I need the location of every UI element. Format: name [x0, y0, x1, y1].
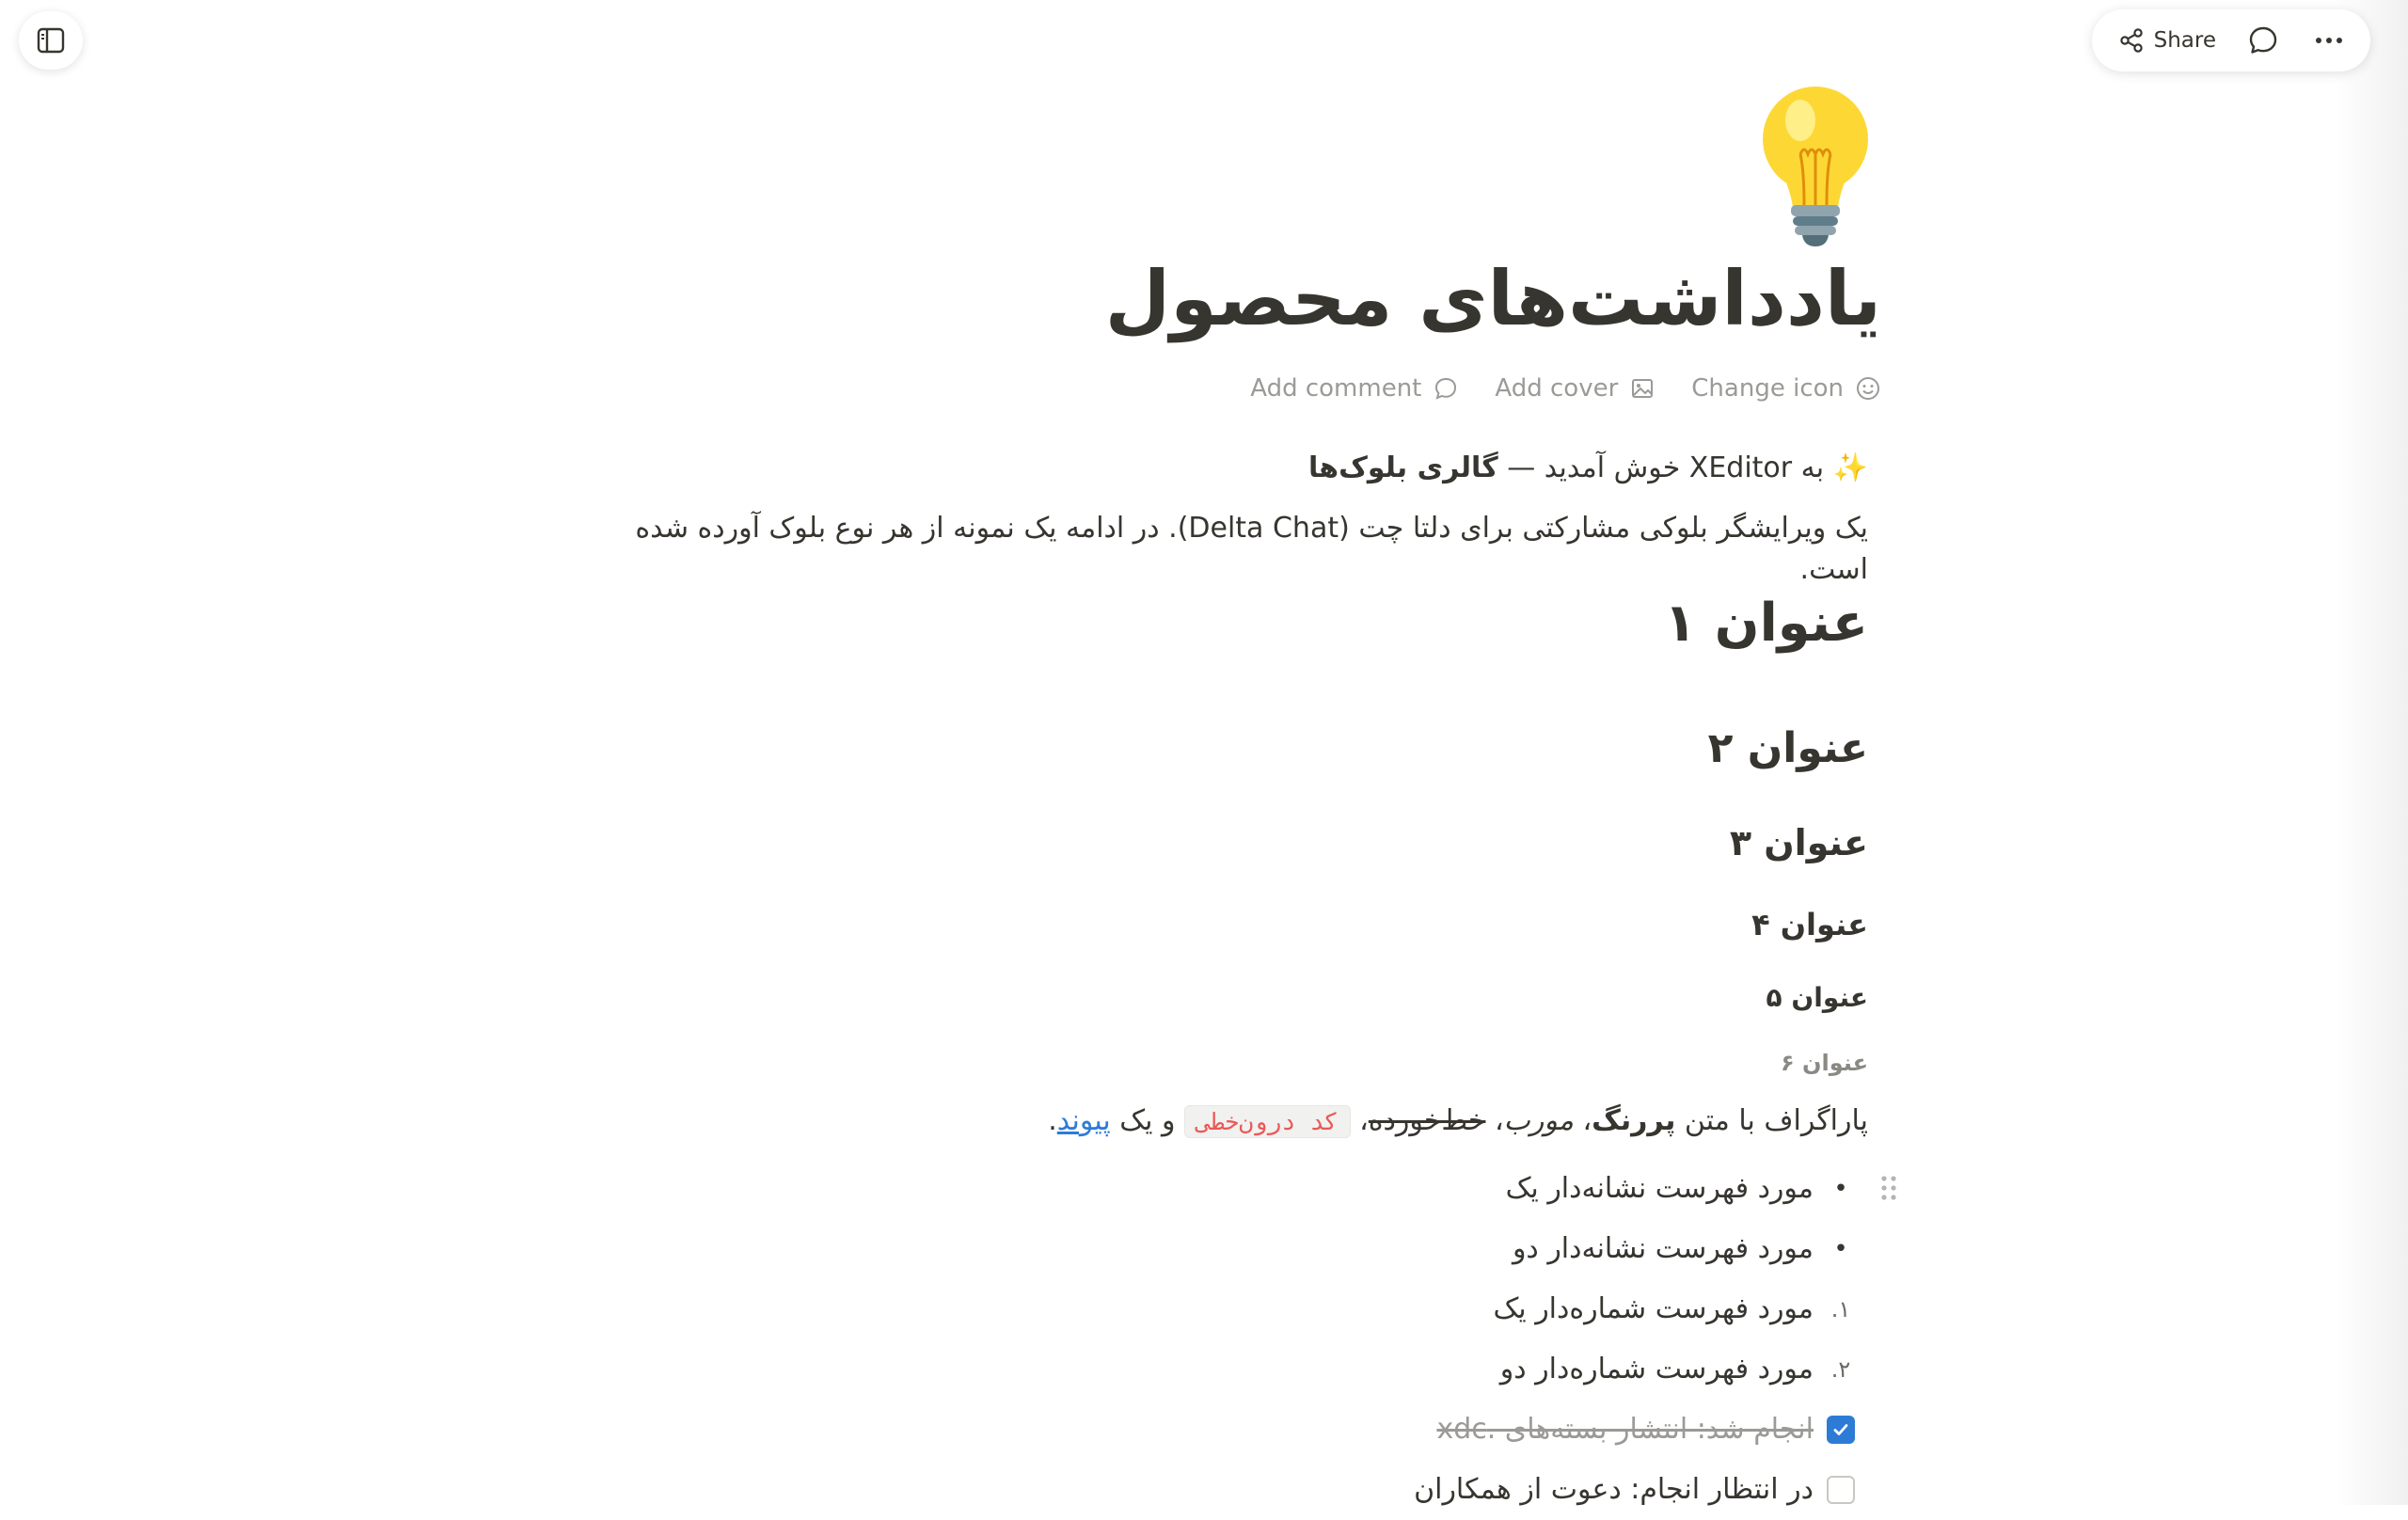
todo-list	[570, 1400, 1868, 1520]
more-horizontal-icon	[2315, 36, 2343, 45]
numbered-list	[570, 1279, 1868, 1400]
checkmark-icon	[1831, 1420, 1850, 1439]
rich-bold: پررنگ	[1592, 1104, 1676, 1137]
sidebar-toggle-button[interactable]	[19, 11, 83, 70]
page-meta-actions	[1250, 374, 1881, 403]
todo-item-pending[interactable]	[570, 1460, 1868, 1520]
heading-1[interactable]: عنوان ۱	[1664, 593, 1868, 654]
bullet-item[interactable]	[570, 1219, 1868, 1279]
numbered-item[interactable]	[570, 1279, 1868, 1339]
sidebar-panel-icon	[37, 27, 65, 54]
heading-3[interactable]: عنوان ۳	[1729, 822, 1868, 863]
numbered-item-text: مورد فهرست شماره‌دار دو	[1499, 1353, 1814, 1385]
add-comment-label: Add comment	[1250, 374, 1422, 403]
heading-5[interactable]: عنوان ۵	[1766, 982, 1868, 1013]
separator: ،	[1485, 1104, 1504, 1137]
change-icon-button[interactable]	[1691, 374, 1881, 403]
checkbox-unchecked[interactable]	[1827, 1476, 1855, 1504]
rich-italic: مورب	[1503, 1104, 1574, 1137]
heading-4[interactable]: عنوان ۴	[1751, 907, 1868, 942]
add-cover-label: Add cover	[1495, 374, 1619, 403]
inline-link[interactable]: پیوند	[1056, 1104, 1111, 1137]
chat-bubble-icon	[2247, 24, 2279, 56]
todo-item-done[interactable]	[570, 1400, 1868, 1460]
comments-button[interactable]	[2244, 22, 2282, 59]
comment-icon	[1433, 375, 1459, 402]
rich-text-end: .	[1048, 1104, 1057, 1137]
separator: ،	[1350, 1104, 1369, 1137]
bullet-item-text: مورد فهرست نشانه‌دار دو	[1512, 1232, 1814, 1265]
numbered-item-text: مورد فهرست شماره‌دار یک	[1493, 1292, 1814, 1325]
separator: ،	[1573, 1104, 1592, 1137]
share-label: Share	[2153, 28, 2216, 53]
intro-text: به XEditor خوش آمدید —	[1497, 451, 1833, 484]
number-marker: ۱.	[1830, 1296, 1851, 1322]
description-paragraph[interactable]: یک ویرایشگر بلوکی مشارکتی برای دلتا چت (Delta Chat). در ادامه یک نمونه از هر نوع بلوک آورده شده است.	[635, 512, 1868, 586]
light-bulb-emoji-icon	[1750, 81, 1881, 250]
bullet-item-text: مورد فهرست نشانه‌دار یک	[1505, 1172, 1814, 1205]
more-options-button[interactable]	[2310, 22, 2348, 59]
page-content	[570, 448, 1868, 1506]
rich-strikethrough: خط‌خورده	[1368, 1104, 1486, 1137]
bullet-marker: •	[1833, 1175, 1848, 1203]
rich-text-start: پاراگراف با متن	[1675, 1104, 1868, 1137]
heading-2[interactable]: عنوان ۲	[1707, 724, 1868, 772]
intro-bold: گالری بلوک‌ها	[1308, 451, 1498, 484]
numbered-item[interactable]	[570, 1339, 1868, 1400]
intro-paragraph[interactable]	[570, 448, 1868, 489]
checkbox-checked[interactable]	[1827, 1416, 1855, 1444]
heading-6[interactable]: عنوان ۶	[1781, 1050, 1868, 1076]
share-icon	[2118, 27, 2145, 54]
inline-code: کد درون‌خطی	[1184, 1105, 1351, 1138]
todo-item-text: انجام شد: انتشار بسته‌های .xdc	[1436, 1413, 1814, 1446]
add-cover-button[interactable]	[1495, 374, 1656, 403]
bullet-item[interactable]	[570, 1159, 1868, 1219]
page-icon[interactable]	[1750, 81, 1881, 250]
drag-handle-icon[interactable]	[1875, 1172, 1903, 1204]
top-toolbar	[2092, 9, 2370, 71]
rich-text-paragraph[interactable]	[1048, 1100, 1868, 1143]
bulleted-list	[570, 1159, 1868, 1279]
image-icon	[1629, 375, 1656, 402]
page-edge-shadow	[2333, 0, 2408, 1505]
change-icon-label: Change icon	[1691, 374, 1844, 403]
sparkle-emoji: ✨	[1832, 451, 1868, 484]
smiley-icon	[1855, 375, 1881, 402]
rich-text-middle: و یک	[1110, 1104, 1185, 1137]
todo-item-text: در انتظار انجام: دعوت از همکاران	[1414, 1473, 1814, 1506]
number-marker: ۲.	[1830, 1356, 1851, 1383]
share-button[interactable]	[2118, 27, 2216, 54]
page-title[interactable]: یادداشت‌های محصول	[1104, 255, 1881, 342]
add-comment-button[interactable]	[1250, 374, 1459, 403]
bullet-marker: •	[1833, 1235, 1848, 1263]
